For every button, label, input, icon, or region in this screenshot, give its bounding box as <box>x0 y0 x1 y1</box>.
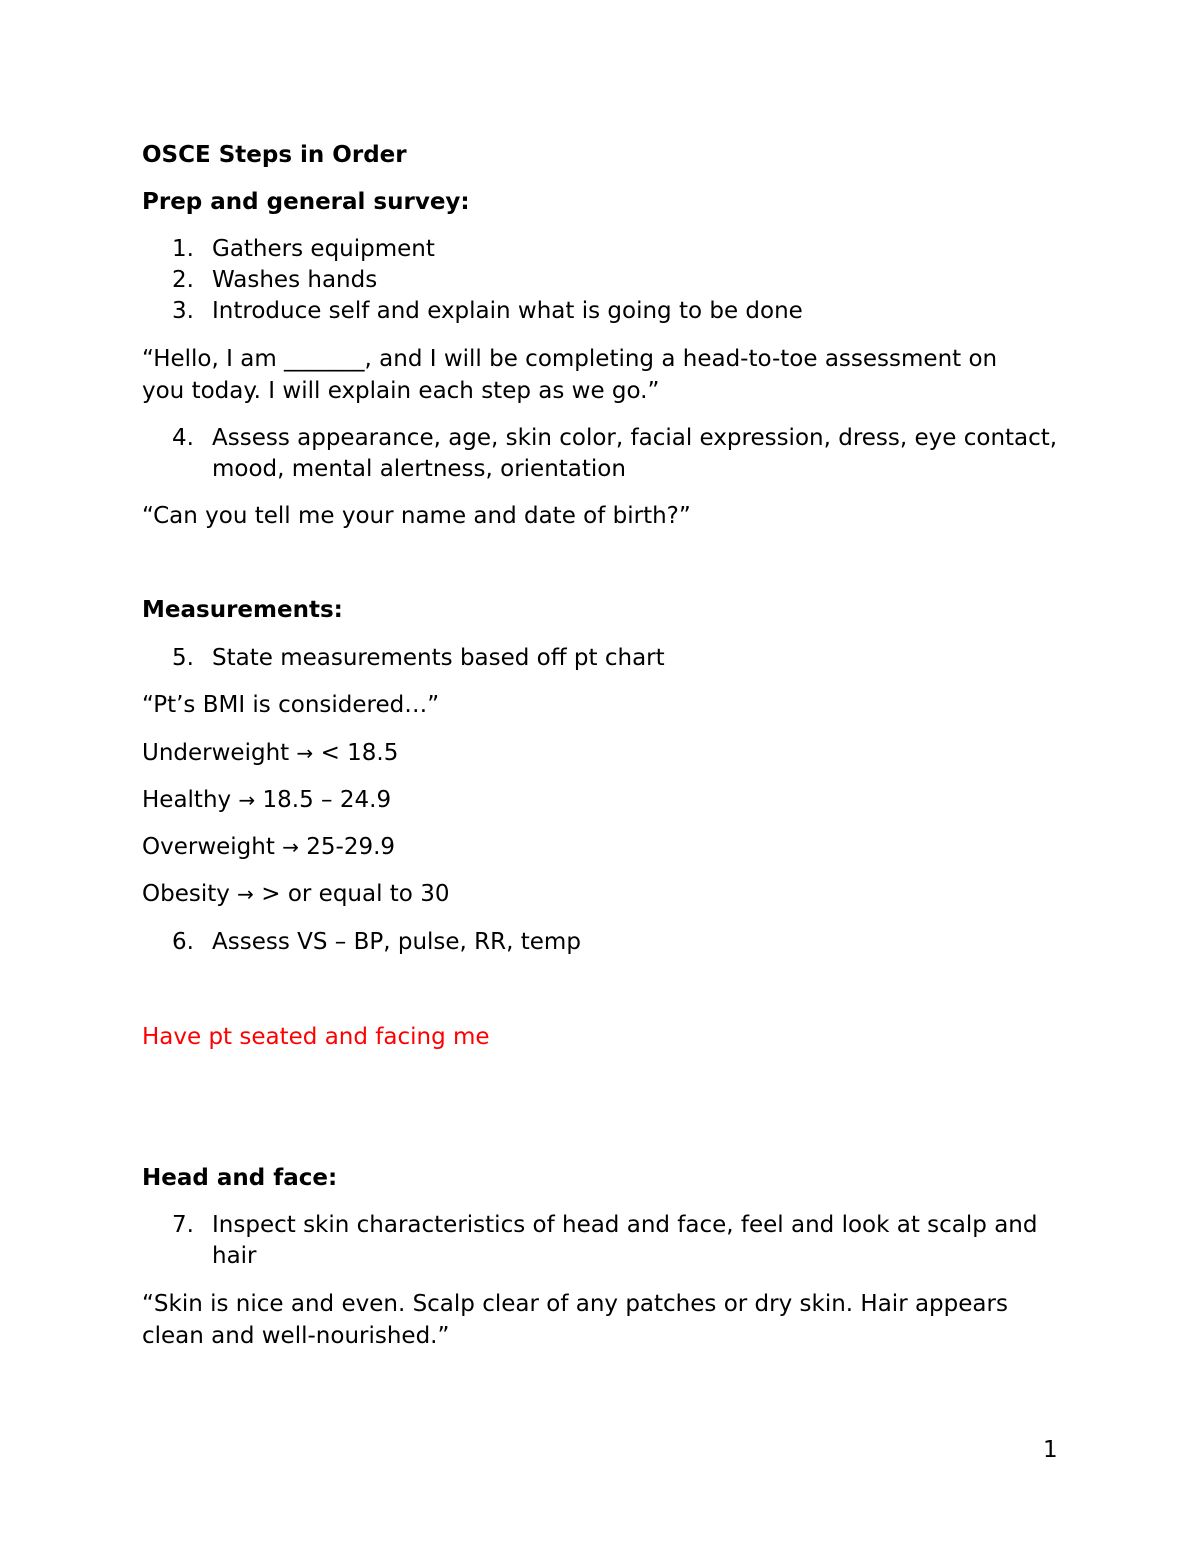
list-item <box>172 423 1072 485</box>
list-item-number: 2. <box>172 267 194 293</box>
bmi-row-overweight <box>142 832 395 863</box>
document-title: OSCE Steps in Order <box>142 142 407 168</box>
list-item-number: 6. <box>172 929 194 955</box>
quote-greeting: “Hello, I am _______, and I will be completing a head-to-toe assessment on you today. I will explain each step as we go.” <box>142 346 998 404</box>
list-item-text: Washes hands <box>212 267 378 293</box>
right-arrow-icon: → <box>282 835 299 859</box>
list-item-text: Introduce self and explain what is going to be done <box>212 298 803 324</box>
list-item-number: 3. <box>172 298 194 324</box>
bmi-value: 18.5 – 24.9 <box>262 787 392 813</box>
right-arrow-icon: → <box>237 882 254 906</box>
bmi-row-healthy <box>142 785 391 816</box>
list-item <box>172 265 1072 296</box>
list-item-number: 7. <box>172 1212 194 1238</box>
bmi-value: > or equal to 30 <box>261 881 450 907</box>
bmi-value: < 18.5 <box>320 740 399 766</box>
list-item-number: 5. <box>172 645 194 671</box>
list-item <box>172 927 1072 958</box>
bmi-label: Healthy <box>142 787 232 813</box>
quote-skin-assessment: “Skin is nice and even. Scalp clear of any patches or dry skin. Hair appears clean and well-nourished.” <box>142 1291 1008 1349</box>
bmi-label: Overweight <box>142 834 275 860</box>
bmi-label: Obesity <box>142 881 230 907</box>
list-item <box>172 643 1072 674</box>
right-arrow-icon: → <box>238 788 256 812</box>
list-item-number: 1. <box>172 236 194 262</box>
section-heading-measurements: Measurements: <box>142 597 343 623</box>
list-item-number: 4. <box>172 425 194 451</box>
list-item-text: Gathers equipment <box>212 236 435 262</box>
bmi-value: 25-29.9 <box>306 834 396 860</box>
section-heading-head-face: Head and face: <box>142 1165 338 1191</box>
bmi-quote: “Pt’s BMI is considered…” <box>142 692 440 718</box>
bmi-label: Underweight <box>142 740 290 766</box>
positioning-note: Have pt seated and facing me <box>142 1024 490 1050</box>
bmi-row-underweight <box>142 738 398 769</box>
list-item-text: Inspect skin characteristics of head and face, feel and look at scalp and hair <box>212 1212 1038 1269</box>
list-item-text: Assess appearance, age, skin color, facial expression, dress, eye contact, mood, mental alertness, orientation <box>212 425 1058 482</box>
bmi-row-obesity <box>142 879 449 910</box>
list-item <box>172 1210 1072 1272</box>
list-item-text: State measurements based off pt chart <box>212 645 665 671</box>
quote-name-dob: “Can you tell me your name and date of birth?” <box>142 503 691 529</box>
section-heading-prep: Prep and general survey: <box>142 189 470 215</box>
list-item-text: Assess VS – BP, pulse, RR, temp <box>212 929 581 955</box>
list-item <box>172 296 1072 327</box>
right-arrow-icon: → <box>296 741 314 765</box>
list-item <box>172 234 1072 265</box>
page-number: 1 <box>1043 1437 1058 1463</box>
